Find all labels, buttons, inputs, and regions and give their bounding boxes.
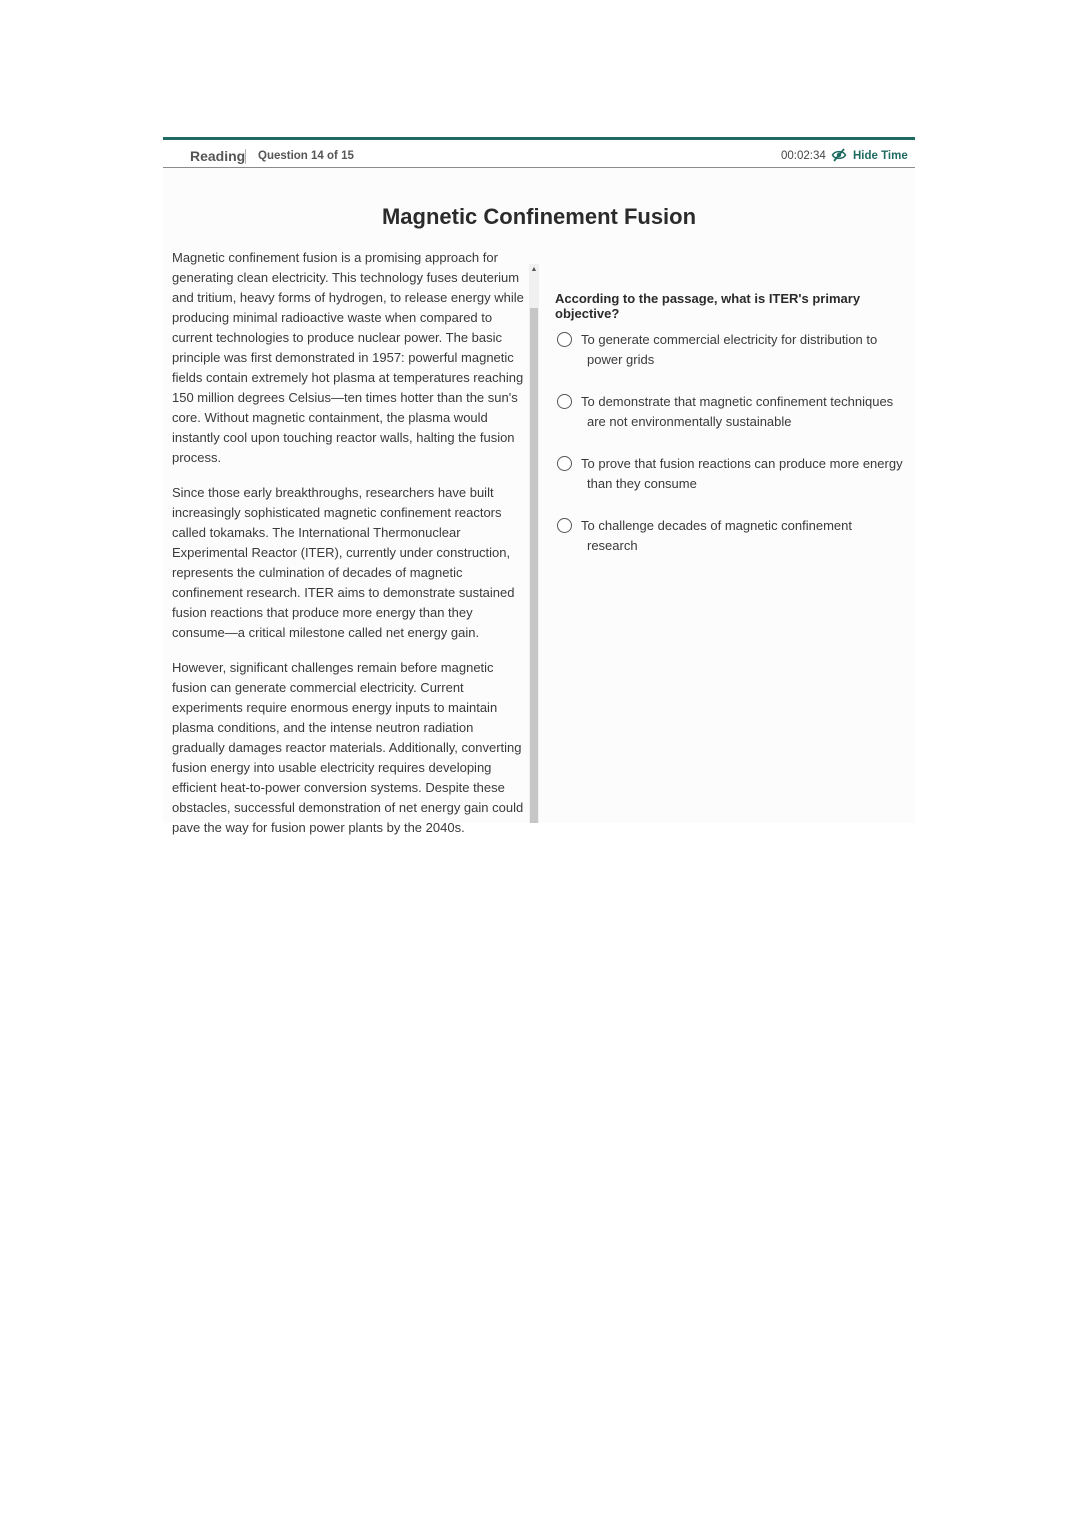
radio-button-icon[interactable] [557,332,572,347]
answer-option-text: To challenge decades of magnetic confinement research [581,518,853,553]
passage-content [172,248,526,853]
top-bar [163,137,915,168]
passage-paragraph-3: However, significant challenges remain before magnetic fusion can generate commercial electricity. Current experiments require enormous energy inputs to maintain plasma conditions, and the intense neutron radiation gradually damages reactor materials. Additionally, converting fusion energy into usable electricity requires developing efficient heat-to-power conversion systems. Despite these obstacles, successful demonstration of net energy gain could pave the way for fusion power plants by the 2040s. [172,660,524,835]
scroll-up-arrow-icon[interactable]: ▲ [530,266,538,273]
passage-paragraph-2: Since those early breakthroughs, researchers have built increasingly sophisticated magnetic confinement reactors called tokamaks. The International Thermonuclear Experimental Reactor (ITER), currently under construction, represents the culmination of decades of magnetic confinement research. ITER aims to demonstrate sustained fusion reactions that produce more energy than they consume—a critical milestone called net energy gain. [172,485,515,640]
section-name: Reading [190,148,246,164]
question-counter: Question 14 of 15 [258,150,354,162]
scrollbar-thumb[interactable] [530,308,538,823]
answer-option-4[interactable] [555,516,905,556]
passage-scrollbar[interactable] [529,264,539,823]
answer-option-1[interactable] [555,330,905,370]
passage-title: Magnetic Confinement Fusion [381,204,697,229]
answer-option-3[interactable] [555,454,905,494]
passage-pane[interactable] [163,250,531,835]
answer-option-text: To demonstrate that magnetic confinement techniques are not environmentally sustainable [581,394,894,429]
question-prompt: According to the passage, what is ITER's primary objective? [555,291,861,321]
radio-button-icon[interactable] [557,456,572,471]
answer-option-text: To generate commercial electricity for distribution to power grids [581,332,878,367]
header-divider [245,149,246,164]
answer-option-text: To prove that fusion reactions can produce more energy than they consume [581,456,903,491]
passage-paragraph-1: Magnetic confinement fusion is a promising approach for generating clean electricity. This technology fuses deuterium and tritium, heavy forms of hydrogen, to release energy while producing minimal radioactive waste when compared to current technologies to produce nuclear power. The basic principle was first demonstrated in 1957: powerful magnetic fields contain extremely hot plasma at temperatures reaching 150 million degrees Celsius—ten times hotter than the sun's core. Without magnetic containment, the plasma would instantly cool upon touching reactor walls, halting the fusion process. [172,250,524,465]
hide-time-button[interactable]: Hide Time [853,150,908,162]
timer: 00:02:34 [781,150,826,162]
eye-slash-icon[interactable] [831,147,847,163]
radio-button-icon[interactable] [557,394,572,409]
radio-button-icon[interactable] [557,518,572,533]
answer-option-2[interactable] [555,392,905,432]
test-window [163,137,915,835]
